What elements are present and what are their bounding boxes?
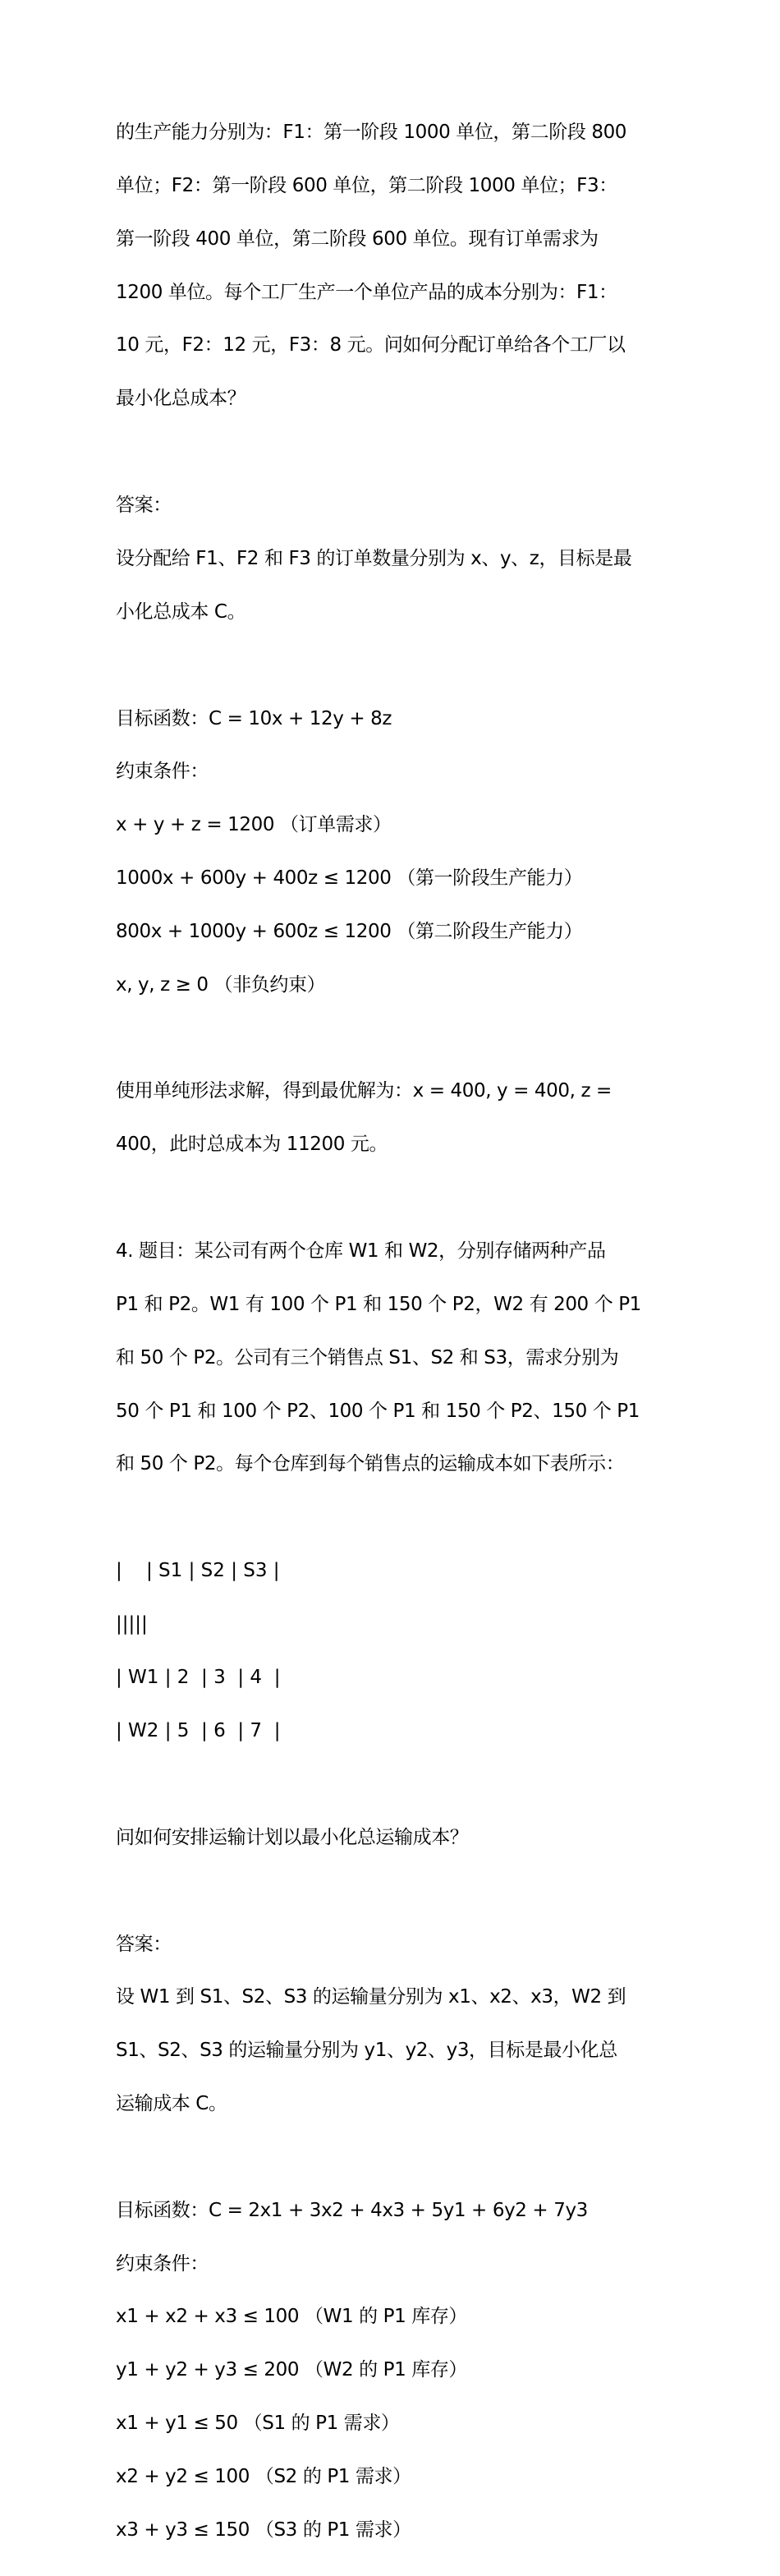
- problem3-solution: [116, 1047, 674, 1189]
- text-line: 设 W1 到 S1、S2、S3 的运输量分别为 x1、x2、x3，W2 到: [116, 1986, 626, 2008]
- table-line: | W1 | 2 | 3 | 4 |: [116, 1666, 281, 1688]
- spacer: [116, 2149, 674, 2167]
- text-line: 50 个 P1 和 100 个 P2、100 个 P1 和 150 个 P2、150 个 P1: [116, 1400, 640, 1422]
- spacer: [116, 1882, 674, 1900]
- table-line: | W2 | 5 | 6 | 7 |: [116, 1719, 281, 1741]
- problem3-model: [116, 674, 674, 1029]
- answer-label: 答案：: [116, 1933, 172, 1955]
- constraint-line: x3 + y3 ≤ 150 （S3 的 P1 需求）: [116, 2518, 411, 2541]
- problem4-model: [116, 2167, 674, 2575]
- text-line: 1200 单位。每个工厂生产一个单位产品的成本分别为：F1：: [116, 281, 617, 303]
- table-line: |||||: [116, 1613, 148, 1635]
- text-line: 设分配给 F1、F2 和 F3 的订单数量分别为 x、y、z，目标是最: [116, 547, 632, 569]
- constraint-line: 800x + 1000y + 600z ≤ 1200 （第二阶段生产能力）: [116, 920, 583, 942]
- text-line: 的生产能力分别为：F1：第一阶段 1000 单位，第二阶段 800: [116, 122, 627, 144]
- constraint-line: x, y, z ≥ 0 （非负约束）: [116, 973, 326, 996]
- constraints-label: 约束条件：: [116, 2252, 209, 2275]
- spacer: [116, 444, 674, 462]
- constraint-line: y1 + y2 + y3 ≤ 200 （W2 的 P1 库存）: [116, 2359, 468, 2381]
- spacer: [116, 1189, 674, 1208]
- text-line: 和 50 个 P2。每个仓库到每个销售点的运输成本如下表所示：: [116, 1453, 625, 1475]
- text-line: 10 元，F2：12 元，F3：8 元。问如何分配订单给各个工厂以: [116, 334, 626, 356]
- text-line: S1、S2、S3 的运输量分别为 y1、y2、y3，目标是最小化总: [116, 2040, 617, 2062]
- text-line: 和 50 个 P2。公司有三个销售点 S1、S2 和 S3，需求分别为: [116, 1346, 619, 1368]
- text-line: 运输成本 C。: [116, 2092, 227, 2114]
- problem3-question: [116, 89, 674, 444]
- constraint-line: x1 + y1 ≤ 50 （S1 的 P1 需求）: [116, 2413, 400, 2435]
- text-line: 单位；F2：第一阶段 600 单位，第二阶段 1000 单位；F3：: [116, 174, 617, 196]
- constraint-line: x + y + z = 1200 （订单需求）: [116, 814, 392, 836]
- text-line: 400，此时总成本为 11200 元。: [116, 1134, 388, 1156]
- table-line: | | S1 | S2 | S3 |: [116, 1560, 280, 1582]
- text-line: 第一阶段 400 单位，第二阶段 600 单位。现有订单需求为: [116, 228, 599, 250]
- constraint-line: x2 + y2 ≤ 100 （S2 的 P1 需求）: [116, 2465, 411, 2487]
- problem4-answer: [116, 1900, 674, 2148]
- spacer: [116, 656, 674, 674]
- text-line: P1 和 P2。W1 有 100 个 P1 和 150 个 P2，W2 有 200 个 P1: [116, 1294, 641, 1315]
- constraint-line: 1000x + 600y + 400z ≤ 1200 （第一阶段生产能力）: [116, 867, 583, 889]
- transport-cost-table: [116, 1527, 674, 1775]
- problem3-answer: [116, 462, 674, 657]
- constraints-label: 约束条件：: [116, 761, 209, 783]
- objective-function: 目标函数：C = 2x1 + 3x2 + 4x3 + 5y1 + 6y2 + 7y3: [116, 2199, 588, 2221]
- text-line: 使用单纯形法求解，得到最优解为：x = 400, y = 400, z =: [116, 1080, 612, 1102]
- problem4-question-end: [116, 1793, 674, 1882]
- text-line: 问如何安排运输计划以最小化总运输成本？: [116, 1826, 469, 1848]
- spacer: [116, 1509, 674, 1527]
- objective-function: 目标函数：C = 10x + 12y + 8z: [116, 707, 392, 729]
- text-line: 最小化总成本？: [116, 388, 246, 410]
- document-page: [116, 89, 674, 2574]
- spacer: [116, 1029, 674, 1047]
- constraint-line: x1 + x2 + x3 ≤ 100 （W1 的 P1 库存）: [116, 2306, 468, 2328]
- problem4-question: [116, 1208, 674, 1509]
- answer-label: 答案：: [116, 494, 172, 517]
- text-line: 4. 题目：某公司有两个仓库 W1 和 W2，分别存储两种产品: [116, 1240, 606, 1263]
- spacer: [116, 1775, 674, 1793]
- text-line: 小化总成本 C。: [116, 600, 246, 623]
